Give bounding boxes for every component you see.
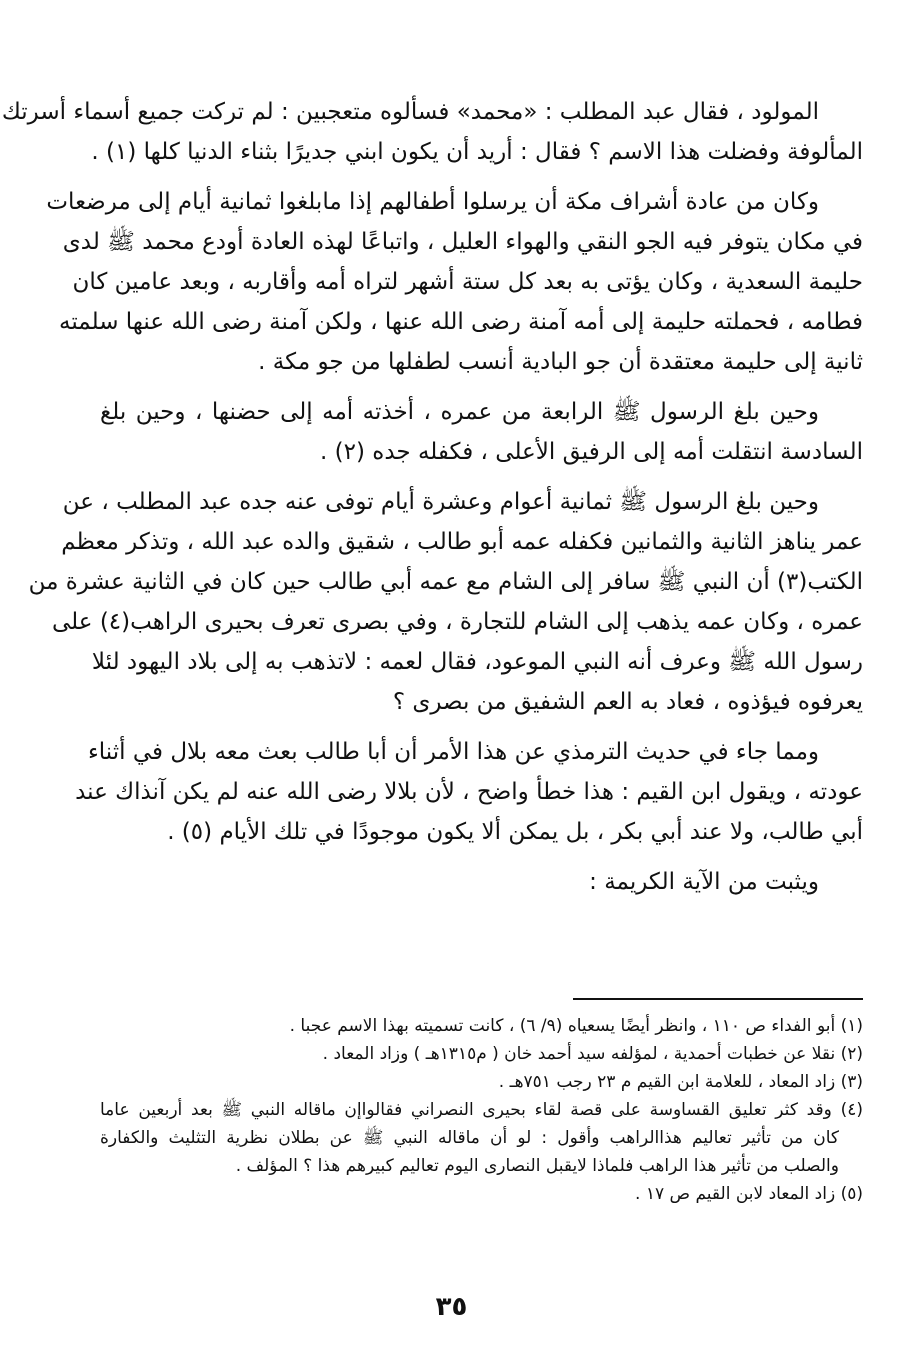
paragraph bbox=[100, 862, 863, 902]
text-line: وحين بلغ الرسول ﷺ الرابعة من عمره ، أخذته أمه إلى حضنها ، وحين بلغ bbox=[100, 399, 819, 425]
footnote-line: (١) أبو الفداء ص ١١٠ ، وانظر أيضًا يسعياه (٩/ ٦) ، كانت تسميته بهذا الاسم عجبا . bbox=[289, 1016, 863, 1036]
paragraph bbox=[46, 182, 863, 382]
text-line: عمر يناهز الثانية والثمانين فكفله عمه أبو طالب ، شقيق والده عبد الله ، وتذكر معظم bbox=[61, 529, 863, 555]
text-line: المألوفة وفضلت هذا الاسم ؟ فقال : أريد أن يكون ابني جديرًا بثناء الدنيا كلها (١) . bbox=[91, 139, 863, 165]
text-line: المولود ، فقال عبد المطلب : «محمد» فسألوه متعجبين : لم تركت جميع أسماء أسرتك bbox=[1, 99, 819, 125]
paragraph bbox=[28, 482, 863, 722]
text-line: عمره ، وكان عمه يذهب إلى الشام للتجارة ، وفي بصرى تعرف بحيرى الراهب(٤) على bbox=[52, 609, 863, 635]
text-line: عودته ، ويقول ابن القيم : هذا خطأ واضح ، لأن بلالا رضى الله عنه لم يكن آنذاك عند bbox=[75, 779, 863, 805]
body-text bbox=[1, 92, 863, 912]
text-line: السادسة انتقلت أمه إلى الرفيق الأعلى ، فكفله جده (٢) . bbox=[320, 439, 863, 465]
text-line: وكان من عادة أشراف مكة أن يرسلوا أطفالهم إذا مابلغوا ثمانية أيام إلى مرضعات bbox=[46, 189, 819, 215]
text-line: ومما جاء في حديث الترمذي عن هذا الأمر أن أبا طالب بعث معه بلال في أثناء bbox=[87, 739, 819, 765]
text-line: حليمة السعدية ، وكان يؤتى به بعد كل ستة أشهر لتراه أمه وأقاربه ، وبعد عامين كان bbox=[72, 269, 863, 295]
footnote-line: كان من تأثير تعاليم هذاالراهب وأقول : لو أن ماقاله النبي ﷺ عن بطلان نظرية التثليث والكفارة bbox=[100, 1128, 839, 1148]
footnotes bbox=[100, 1012, 863, 1208]
text-line: رسول الله ﷺ وعرف أنه النبي الموعود، فقال لعمه : لاتذهب به إلى بلاد اليهود لئلا bbox=[91, 649, 863, 675]
footnote-line: (٤) وقد كثر تعليق القساوسة على قصة لقاء بحيرى النصراني فقالواإن ماقاله النبي ﷺ بعد أربعين عاما bbox=[100, 1100, 863, 1120]
text-line: الكتب(٣) أن النبي ﷺ سافر إلى الشام مع عمه أبي طالب حين كان في الثانية عشرة من bbox=[28, 569, 863, 595]
text-line: في مكان يتوفر فيه الجو النقي والهواء العليل ، واتباعًا لهذه العادة أودع محمد ﷺ لدى bbox=[62, 229, 863, 255]
footnote-line: (٣) زاد المعاد ، للعلامة ابن القيم م ٢٣ رجب ٧٥١هـ . bbox=[498, 1072, 863, 1092]
paragraph bbox=[1, 92, 863, 172]
footnote-line: (٥) زاد المعاد لابن القيم ص ١٧ . bbox=[635, 1184, 863, 1204]
text-line: يعرفوه فيؤذوه ، فعاد به العم الشفيق من بصرى ؟ bbox=[392, 689, 863, 715]
footnote-line: (٢) نقلا عن خطبات أحمدية ، لمؤلفه سيد أحمد خان ( م١٣١٥هـ ) وزاد المعاد . bbox=[322, 1044, 863, 1064]
page-number: ٣٥ bbox=[435, 1292, 468, 1322]
text-line: وحين بلغ الرسول ﷺ ثمانية أعوام وعشرة أيام توفى عنه جده عبد المطلب ، عن bbox=[62, 489, 819, 515]
paragraph bbox=[100, 392, 863, 472]
text-line: أبي طالب، ولا عند أبي بكر ، بل يمكن ألا يكون موجودًا في تلك الأيام (٥) . bbox=[167, 819, 863, 845]
paragraph bbox=[75, 732, 863, 852]
footnote-divider bbox=[573, 998, 863, 1000]
text-line: فطامه ، فحملته حليمة إلى أمه آمنة رضى الله عنها ، ولكن آمنة رضى الله عنها سلمته bbox=[59, 309, 863, 335]
text-line: ويثبت من الآية الكريمة : bbox=[589, 869, 819, 895]
footnote-line: والصلب من تأثير هذا الراهب فلماذا لايقبل النصارى اليوم تعاليم كبيرهم هذا ؟ المؤلف . bbox=[235, 1156, 839, 1176]
text-line: ثانية إلى حليمة معتقدة أن جو البادية أنسب لطفلها من جو مكة . bbox=[258, 349, 863, 375]
